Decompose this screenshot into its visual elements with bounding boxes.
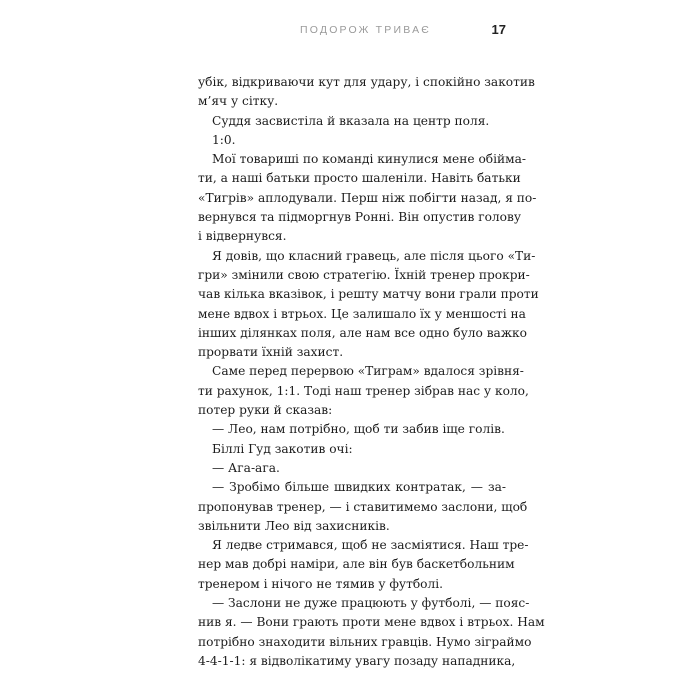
text-line: м’яч у сітку. xyxy=(198,94,279,109)
text-line: і відвернувся. xyxy=(198,229,287,244)
text-line: потер руки й сказав: xyxy=(198,403,333,418)
text-line: Саме перед перервою «Тиграм» вдалося зрівня- xyxy=(212,364,524,379)
text-line: убік, відкриваючи кут для удару, і спокійно закотив xyxy=(198,75,535,89)
text-line: Я довів, що класний гравець, але після цього «Ти- xyxy=(212,248,536,263)
text-line: Мої товариші по команді кинулися мене обійма- xyxy=(212,152,527,167)
text-line: — Зробімо більше швидких контратак, — за- xyxy=(212,480,506,495)
text-line: прорвати їхній захист. xyxy=(198,345,344,360)
text-line: ти рахунок, 1:1. Тоді наш тренер зібрав нас у коло, xyxy=(198,383,529,398)
text-line: 4-4-1-1: я відволікатиму увагу позаду нападника, xyxy=(198,653,516,668)
text-line: нив я. — Вони грають проти мене вдвох і втрьох. Нам xyxy=(198,615,545,630)
text-line: Я ледве стримався, щоб не засміятися. Наш тре- xyxy=(212,538,529,553)
text-line: мене вдвох і втрьох. Це залишало їх у меншості на xyxy=(198,306,526,321)
text-line: 1:0. xyxy=(212,132,236,147)
page-number: 17 xyxy=(491,22,506,37)
text-line: тренером і нічого не тямив у футболі. xyxy=(198,576,444,591)
text-line: — Заслони не дуже працюють у футболі, — пояс- xyxy=(212,596,530,611)
text-line: звільнити Лео від захисників. xyxy=(198,518,390,533)
text-line: — Лео, нам потрібно, щоб ти забив іще голів. xyxy=(212,422,505,437)
text-line: Суддя засвистіла й вказала на центр поля. xyxy=(212,113,490,128)
text-line: вернувся та підморгнув Ронні. Він опустив голову xyxy=(198,210,522,225)
text-line: гри» змінили свою стратегію. Їхній тренер прокри- xyxy=(198,267,530,282)
body-text xyxy=(198,73,545,671)
text-line: Біллі Гуд закотив очі: xyxy=(212,441,353,456)
text-line: потрібно знаходити вільних гравців. Нумо зіграймо xyxy=(198,634,532,649)
text-line: «Тигрів» аплодували. Перш ніж побігти назад, я по- xyxy=(198,190,537,205)
text-line: ти, а наші батьки просто шаленіли. Навіть батьки xyxy=(198,171,521,186)
text-line: нер мав добрі наміри, але він був баскетбольним xyxy=(198,557,515,572)
running-head-title: ПОДОРОЖ ТРИВАЄ xyxy=(300,24,432,36)
text-line: чав кілька вказівок, і решту матчу вони грали проти xyxy=(198,287,539,302)
text-line: пропонував тренер, — і ставитимемо заслони, щоб xyxy=(198,499,528,514)
text-line: — Ага-ага. xyxy=(212,460,280,475)
text-line: інших ділянках поля, але нам все одно було важко xyxy=(198,325,527,340)
